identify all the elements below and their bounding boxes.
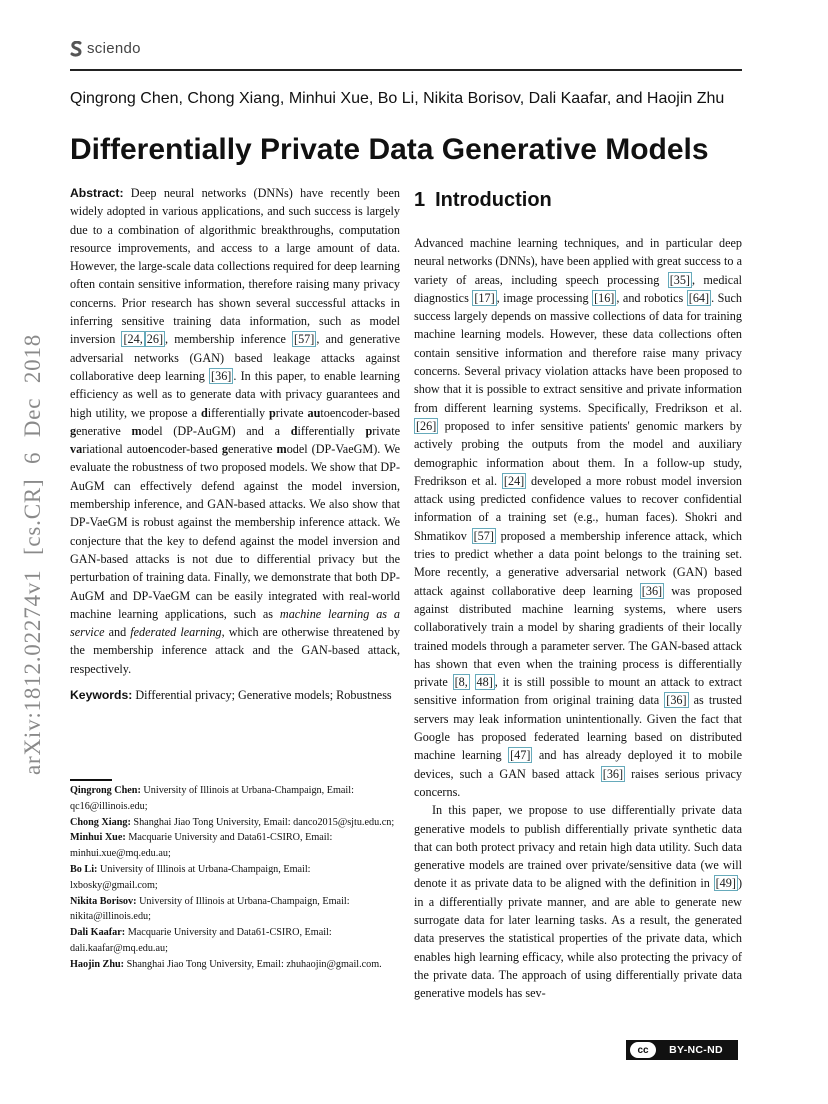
citation-link[interactable]: [49] [715, 876, 736, 891]
citation-link[interactable]: 48] [476, 675, 493, 690]
citation-link[interactable]: [17] [474, 290, 495, 305]
abstract-label: Abstract: [70, 186, 124, 200]
footnote-rule [70, 779, 112, 781]
license-label: BY-NC-ND [669, 1044, 723, 1056]
cc-license-badge[interactable] [626, 1040, 738, 1060]
citation-link[interactable]: [24, [123, 332, 143, 347]
citation-link[interactable]: [57] [294, 332, 315, 347]
citation-link[interactable]: [36] [666, 693, 687, 708]
citation-link[interactable]: [26] [416, 418, 437, 433]
citation-link[interactable]: [36] [641, 583, 663, 598]
citation-link[interactable]: [16] [594, 290, 615, 305]
affiliation-item: Nikita Borisov: University of Illinois at Urbana-Champaign, Email: nikita@illinois.edu; [70, 895, 350, 923]
section-number: 1 [414, 189, 426, 211]
paper-title: Differentially Private Data Generative Models [70, 133, 709, 166]
arxiv-identifier-stamp: arXiv:1812.02274v1 [cs.CR] 6 Dec 2018 [20, 333, 45, 775]
abstract: Abstract: Deep neural networks (DNNs) have recently been widely adopted in various applications, and such success is largely due to a combination of algorithmic breakthroughs, computation resource improvements, and access to a large amount of data. However, the large-scale data collections required for deep learning often contain sensitive information, therefore raising many privacy concerns. Prior research has shown several successful attacks in inferring sensitive training data information, such as model inversion [24, 26] , membership inference [57] , and generative adversarial networks (GAN) based leakage attacks against collaborative deep learning [36] . In this paper, to enable learning efficiency as well as to generate data with privacy guarantees and high utility, we propose a differentially private autoencoder-based generative model (DP-AuGM) and a differentially private variational autoencoder-based generative model (DP-VaeGM). We evaluate the robustness of two proposed models. We show that DP-AuGM can effectively defend against the model inversion, membership inference, and GAN-based attacks. We also show that DP-VaeGM is robust against the membership inference attack. We conjecture that the key to defend against the model inversion and GAN-based attacks is not due to differential privacy but the perturbation of training data. Finally, we demonstrate that both DP-AuGM and DP-VaeGM can be easily integrated with real-world machine learning applications, such as machine learning as a service and federated learning, which are otherwise threatened by the membership inference attack and the GAN-based attack, respectively. [70, 186, 401, 676]
citation-link[interactable]: [35] [669, 272, 690, 287]
affiliation-item: Bo Li: University of Illinois at Urbana-Champaign, Email: lxbosky@gmail.com; [70, 863, 311, 891]
section-title: Introduction [435, 189, 552, 211]
citation-link[interactable]: [36] [211, 368, 232, 383]
creative-commons-icon: cc [630, 1042, 656, 1058]
keywords-label: Keywords: [70, 688, 133, 703]
author-list: Qingrong Chen, Chong Xiang, Minhui Xue, Bo Li, Nikita Borisov, Dali Kaafar, and Haojin Zhu [70, 90, 725, 107]
keywords: Keywords: Differential privacy; Generative models; Robustness [70, 688, 392, 703]
author-affiliations [70, 783, 400, 973]
affiliation-item: Chong Xiang: Shanghai Jiao Tong University, Email: danco2015@sjtu.edu.cn; [70, 816, 395, 828]
affiliation-item: Haojin Zhu: Shanghai Jiao Tong University, Email: zhuhaojin@gmail.com. [70, 958, 382, 970]
citation-link[interactable]: [47] [510, 748, 531, 763]
sciendo-logo-icon [70, 41, 83, 57]
intro-paragraph-1: Advanced machine learning techniques, and in particular deep neural networks (DNNs), have been applied with great success to a variety of areas, including speech processing [35] , medical diagnostics [17] , image processing [16] , and robotics [64] . Such success largely depends on massive collections of data for training machine learning models. However, these data collections often contain sensitive information and therefore raise many privacy concerns. Several privacy violation attacks have been proposed to show that it is possible to extract sensitive and private information from different learning systems. Specifically, Fredrikson et al. [26] proposed to infer sensitive patients' genomic markers by actively probing the outputs from the model and auxiliary demographic information about them. In a follow-up study, Fredrikson et al. [24] developed a more robust model inversion attack using predicted confidence values to recover confidential information of a training set (e.g., human faces). Shokri and Shmatikov [57] proposed a membership inference attack, which tries to predict whether a data point belongs to the training set. More recently, a generative adversarial network (GAN) based attack against collaborative deep learning [36] was proposed against distributed machine learning systems, where users collaboratively train a model by sharing gradients of their locally trained models through a parameter server. The GAN-based attack has shown that even when the training process is differentially private [8, 48] , it is still possible to mount an attack to extract sensitive information from original training data [36] as trusted servers may leak information unintentionally. Given the fact that Google has proposed federated learning based on distributed machine learning [47] and has already deployed it to mobile devices, such a GAN based attack [36] raises serious privacy concerns. [414, 236, 743, 799]
affiliation-item: Minhui Xue: Macquarie University and Data61-CSIRO, Email: minhui.xue@mq.edu.au; [70, 832, 333, 860]
citation-link[interactable]: [36] [602, 766, 624, 781]
section-heading-introduction [414, 188, 742, 212]
right-column [414, 188, 742, 1002]
citation-link[interactable]: 26] [146, 332, 164, 347]
header-rule [70, 69, 742, 71]
intro-paragraph-2: In this paper, we propose to use differentially private data generative models to publish differentially private synthetic data that can both protect privacy and retain high data utility. Such data generative models are trained over private/sensitive data (we will denote it as private data to be aligned with the definition in [49] ) in a differentially private manner, and are able to generate new surrogate data for later learning tasks. As a result, the generated data preserves the statistical properties of the private data, which enables high learning efficacy, while also protecting the privacy of the private data. The approach of using differentially private data generative models has sev- [414, 803, 742, 1001]
publisher-name: sciendo [87, 40, 141, 57]
citation-link[interactable]: [64] [688, 290, 710, 305]
affiliation-item: Qingrong Chen: University of Illinois at Urbana-Champaign, Email: qc16@illinois.edu; [70, 785, 354, 812]
citation-link[interactable]: [24] [503, 473, 525, 488]
citation-link[interactable]: [57] [473, 528, 494, 543]
citation-link[interactable]: [8, [454, 675, 468, 690]
publisher-header [70, 40, 141, 57]
left-column [70, 184, 400, 704]
affiliation-item: Dali Kaafar: Macquarie University and Data61-CSIRO, Email: dali.kaafar@mq.edu.au; [70, 927, 332, 954]
